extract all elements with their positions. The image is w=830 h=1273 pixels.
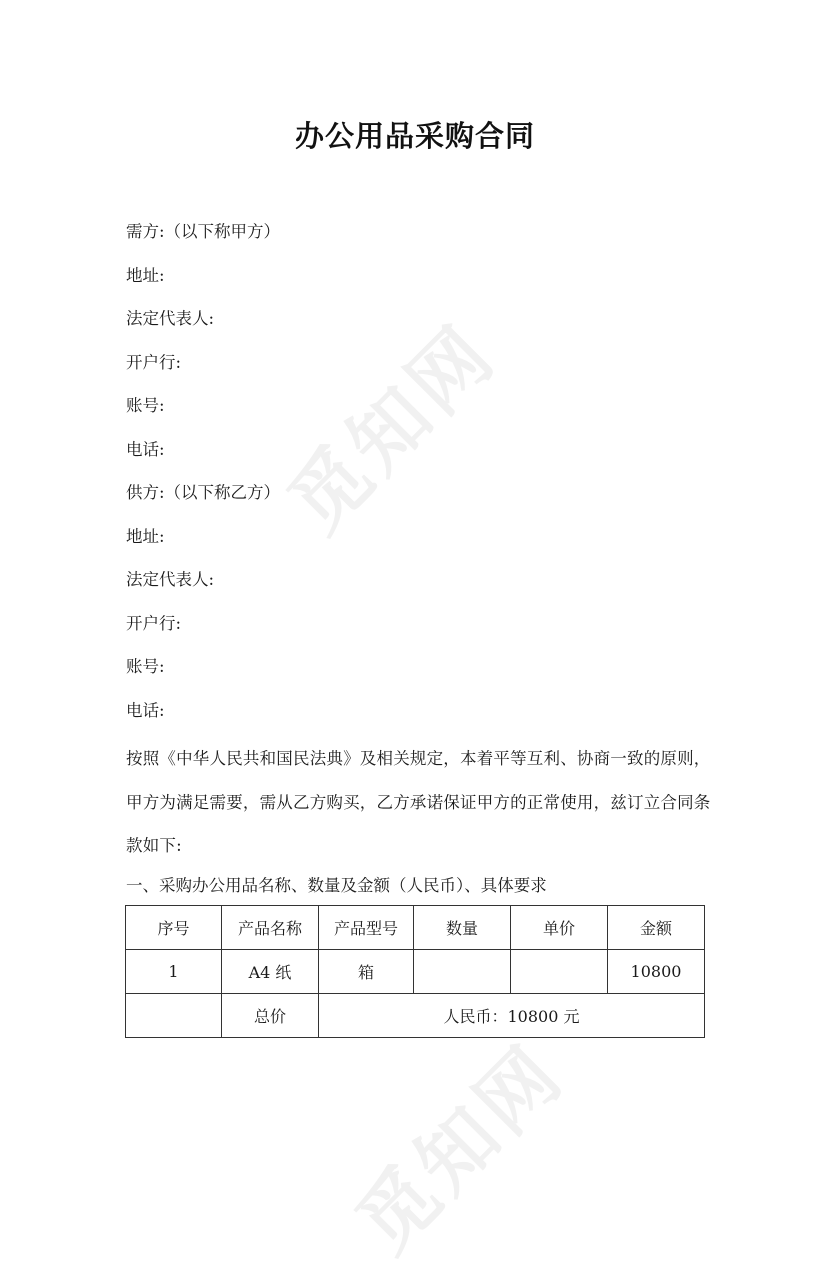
total-label: 总价 bbox=[222, 994, 319, 1038]
seller-field: 供方:（以下称乙方） bbox=[126, 483, 281, 502]
table-header-cell: 序号 bbox=[126, 906, 222, 950]
table-header-row bbox=[126, 906, 705, 950]
paragraph-line: 甲方为满足需要，需从乙方购买，乙方承诺保证甲方的正常使用，兹订立合同条 bbox=[126, 792, 711, 812]
table-header-cell: 数量 bbox=[414, 906, 511, 950]
table-cell bbox=[511, 950, 608, 994]
paragraph-line: 款如下: bbox=[126, 836, 182, 855]
buyer-field: 地址: bbox=[126, 265, 165, 285]
table-header-cell: 单价 bbox=[511, 906, 608, 950]
intro-paragraph bbox=[126, 737, 716, 868]
document-title: 办公用品采购合同 bbox=[294, 119, 535, 153]
table-header-cell: 产品型号 bbox=[319, 906, 414, 950]
buyer-field: 需方:（以下称甲方） bbox=[126, 222, 281, 241]
watermark: 觅知网 bbox=[272, 308, 514, 550]
paragraph-line: 按照《中华人民共和国民法典》及相关规定，本着平等互利、协商一致的原则， bbox=[126, 749, 711, 768]
table-cell bbox=[414, 950, 511, 994]
table-total-row bbox=[126, 994, 705, 1038]
items-table bbox=[125, 905, 705, 1038]
seller-field: 法定代表人: bbox=[126, 570, 215, 589]
total-value: 人民币：10800 元 bbox=[319, 994, 705, 1038]
table-header-cell: 产品名称 bbox=[222, 906, 319, 950]
seller-field: 账号: bbox=[126, 657, 165, 676]
table-cell: 1 bbox=[126, 950, 222, 994]
buyer-field: 账号: bbox=[126, 396, 165, 415]
buyer-field: 法定代表人: bbox=[126, 309, 215, 328]
seller-field: 开户行: bbox=[126, 613, 182, 633]
seller-field: 电话: bbox=[126, 700, 165, 720]
table-cell bbox=[126, 994, 222, 1038]
seller-field: 地址: bbox=[126, 526, 165, 546]
buyer-field: 电话: bbox=[126, 439, 165, 459]
watermark: 觅知网 bbox=[340, 1028, 582, 1270]
table-cell: A4 纸 bbox=[222, 950, 319, 994]
table-cell: 箱 bbox=[319, 950, 414, 994]
party-fields bbox=[126, 218, 726, 740]
section-heading: 一、采购办公用品名称、数量及金额（人民币）、具体要求 bbox=[126, 876, 547, 895]
table-header-cell: 金额 bbox=[608, 906, 705, 950]
buyer-field: 开户行: bbox=[126, 352, 182, 372]
table-cell: 10800 bbox=[608, 950, 705, 994]
table-row bbox=[126, 950, 705, 994]
